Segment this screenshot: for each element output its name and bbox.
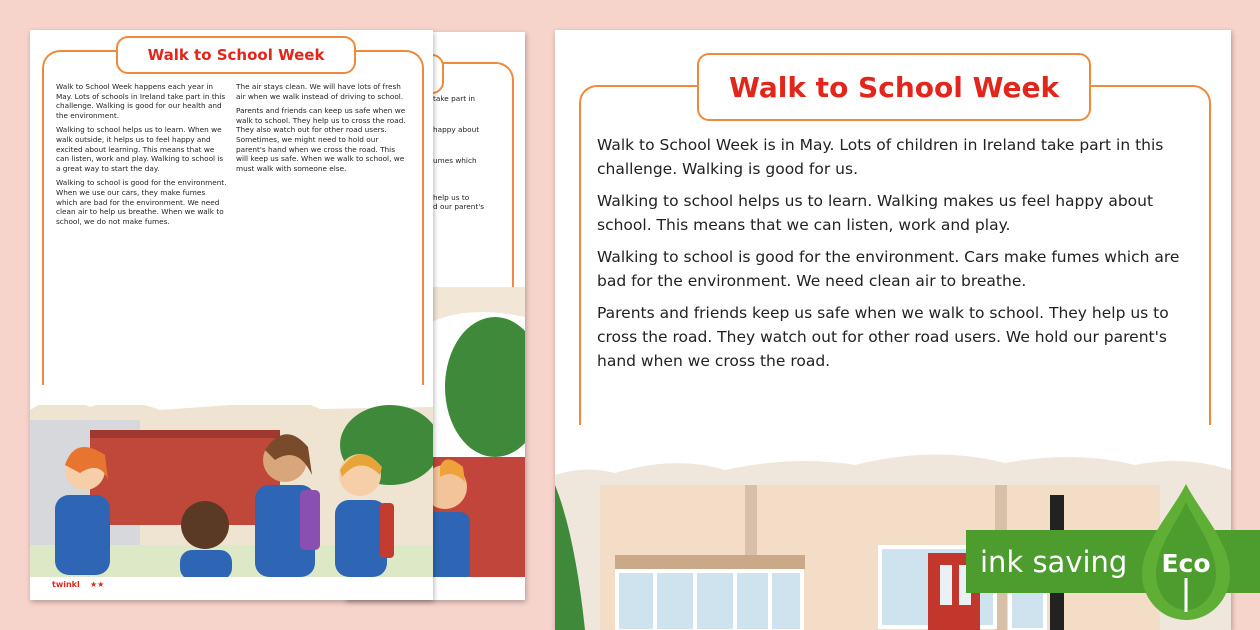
right-page-body <box>597 133 1197 381</box>
paragraph: Parents and friends keep us safe when we walk to school. They help us to cross the road. They watch out for other road users. We hold our parent's hand when we cross the road. <box>597 304 1169 370</box>
paragraph: Walking to school is good for the environment. When we use our cars, they make fumes which are bad for the environment. We need clean air to help us breathe. When we walk to school, we do not make fumes. <box>56 178 227 226</box>
left-column-1 <box>56 82 228 231</box>
paragraph: Parents and friends can keep us safe when we walk to school. They help us to cross the road. They also watch out for other road users. Sometimes, we might need to hold our parent's hand when we cross the road. This will keep us safe. When we walk to school, we must walk with someone else. <box>236 106 406 173</box>
child-body-icon <box>335 500 387 577</box>
children-walking-illustration <box>30 385 433 577</box>
child-body-icon <box>55 495 110 575</box>
paragraph: Walk to School Week is in May. Lots of children in Ireland take part in this challenge. Walking is good for us. <box>597 136 1164 178</box>
back-page-text <box>433 94 523 212</box>
eco-drop-icon <box>1138 482 1234 622</box>
back-text-fragment: happy about <box>433 124 480 134</box>
back-text-fragment: help us to <box>433 192 470 202</box>
brick-wall <box>90 430 280 525</box>
right-page-title: Walk to School Week <box>697 53 1091 121</box>
child-head-icon <box>181 501 229 549</box>
ink-saving-label: ink saving <box>980 544 1128 579</box>
left-column-2 <box>236 82 408 178</box>
back-text-fragment: d our parent's <box>433 202 485 212</box>
eco-label: Eco <box>1161 549 1211 578</box>
back-text-fragment: take part in <box>433 94 476 103</box>
child-body-icon <box>180 550 232 577</box>
paragraph: Walking to school helps us to learn. When we walk outside, it helps us to feel happy and excited about learning. This means that we can listen, work and play. Walking to school is a great way to start the day. <box>56 125 224 173</box>
school-building-illustration <box>555 425 1231 630</box>
left-worksheet-page <box>30 30 433 600</box>
paragraph: Walking to school helps us to learn. Walking makes us feel happy about school. This means that we can listen, work and play. <box>597 192 1154 234</box>
back-text-fragment: umes which <box>433 156 477 166</box>
paragraph: Walk to School Week happens each year in May. Lots of schools in Ireland take part in this challenge. Walking is good for our health and the environment. <box>56 82 226 120</box>
rating-stars: ★★ <box>90 580 105 589</box>
paragraph: The air stays clean. We will have lots of fresh air when we walk instead of driving to school. <box>236 82 404 101</box>
window-icon <box>617 571 802 630</box>
twinkl-logo: twinkl <box>52 580 80 589</box>
paragraph: Walking to school is good for the environment. Cars make fumes which are bad for the environment. We need clean air to breathe. <box>597 248 1180 290</box>
left-page-title: Walk to School Week <box>116 36 356 74</box>
